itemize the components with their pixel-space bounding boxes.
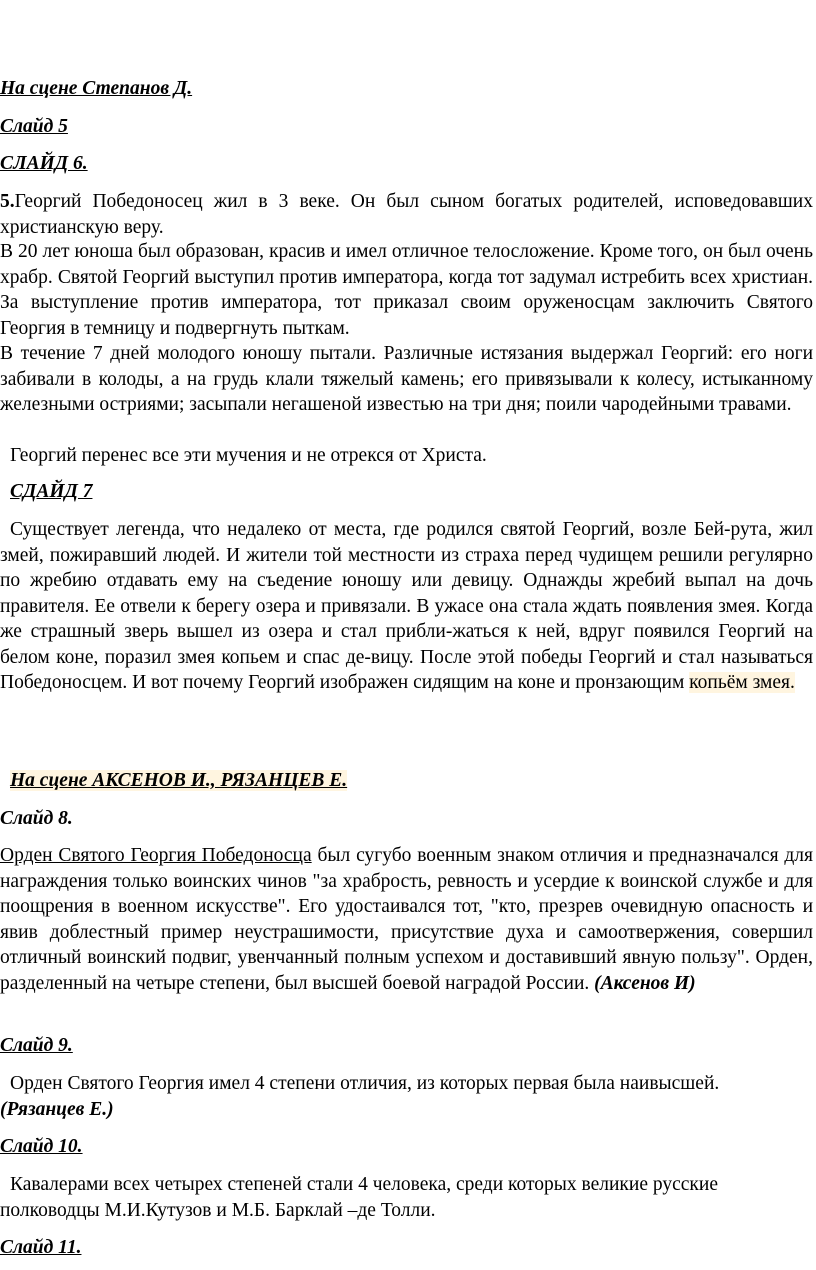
heading-slide-8: Слайд 8.: [0, 808, 73, 829]
heading-slide-5: Слайд 5: [0, 116, 68, 137]
paragraph-text: Кавалерами всех четырех степеней стали 4 человека, среди которых великие русские полководцы М.И.Кутузов и М.Б. Барклай –де Толли.: [0, 1174, 718, 1221]
paragraph-text: Орден Святого Георгия имел 4 степени отличия, из которых первая была наивысшей.: [10, 1073, 720, 1094]
heading-slide-10: Слайд 10.: [0, 1136, 83, 1157]
heading-slide-9: Слайд 9.: [0, 1035, 73, 1056]
paragraph-number: 5.: [0, 191, 15, 212]
author-aksenov: (Аксенов И): [594, 972, 696, 994]
paragraph-george-torture: В течение 7 дней молодого юношу пытали. Различные истязания выдержал Георгий: его ноги забивали в колоды, а на грудь клали тяжелый камень; его привязывали к колесу, истыканному железными остриями; засыпали негашеной известью на три дня; поили чародейными травами.: [0, 343, 813, 415]
paragraph-order-degrees: [0, 1071, 813, 1122]
paragraph-text: был сугубо военным знаком отличия и предназначался для награждения только воинских чинов "за храбрость, ревность и усердие к воинской службе и для поощрения в военном искусстве". Его удостаивался тот, "кто, презрев очевидную опасность и явив доблестный пример неустрашимости, присутствие духа и самоотвержения, совершил отличный воинский подвиг, увенчанный полным успехом и доставивший явную пользу". Орден, разделенный на четыре степени, был высшей боевой наградой России.: [0, 845, 813, 994]
author-ryazantsev: (Рязанцев Е.): [0, 1098, 114, 1120]
paragraph-text: Георгий перенес все эти мучения и не отрекся от Христа.: [10, 445, 487, 466]
heading-scene-aksenov-wrap: [0, 768, 813, 794]
paragraph-text: Существует легенда, что недалеко от места, где родился святой Георгий, возле Бей-рута, жил змей, пожиравший людей. И жители той местности из страха перед чудищем решили регулярно по жребию отдавать ему на съедение юношу или девицу. Однажды жребий выпал на дочь правителя. Ее отвели к берегу озера и привязали. В ужасе она стала ждать появления змея. Когда же страшный зверь вышел из озера и стал прибли-жаться к ней, вдруг появился Георгий на белом коне, поразил змея копьем и спас де-вицу. После этой победы Георгий и стал называться Победоносцем. И вот почему Георгий изображен сидящим на коне и пронзающим: [0, 519, 813, 693]
heading-scene-stepanov: На сцене Степанов Д.: [0, 78, 193, 99]
heading-slide-7-wrap: [0, 479, 813, 505]
heading-scene-aksenov: На сцене АКСЕНОВ И., РЯЗАНЦЕВ Е.: [10, 770, 348, 791]
heading-slide-11: Слайд 11.: [0, 1237, 82, 1258]
paragraph-george-birth: [0, 189, 813, 240]
order-link[interactable]: Орден Святого Георгия Победоносца: [0, 845, 312, 866]
paragraph-text: Георгий Победоносец жил в 3 веке. Он был сыном богатых родителей, исповедовавших христианскую веру.: [0, 191, 813, 238]
paragraph-order-description: [0, 843, 813, 996]
highlighted-text: копьём змея.: [689, 672, 795, 693]
paragraph-george-youth: В 20 лет юноша был образован, красив и имел отличное телосложение. Кроме того, он был очень храбр. Святой Георгий выступил против императора, когда тот задумал истребить всех христиан. За выступление против императора, тот приказал своим оруженосцам заключить Святого Георгия в темницу и подвергнуть пыткам.: [0, 241, 813, 339]
heading-slide-6: СЛАЙД 6.: [0, 153, 88, 174]
paragraph-cavaliers: [0, 1172, 813, 1223]
paragraph-george-faith: [0, 443, 813, 469]
heading-slide-7: СДАЙД 7: [10, 481, 93, 502]
paragraph-legend: [0, 517, 813, 696]
